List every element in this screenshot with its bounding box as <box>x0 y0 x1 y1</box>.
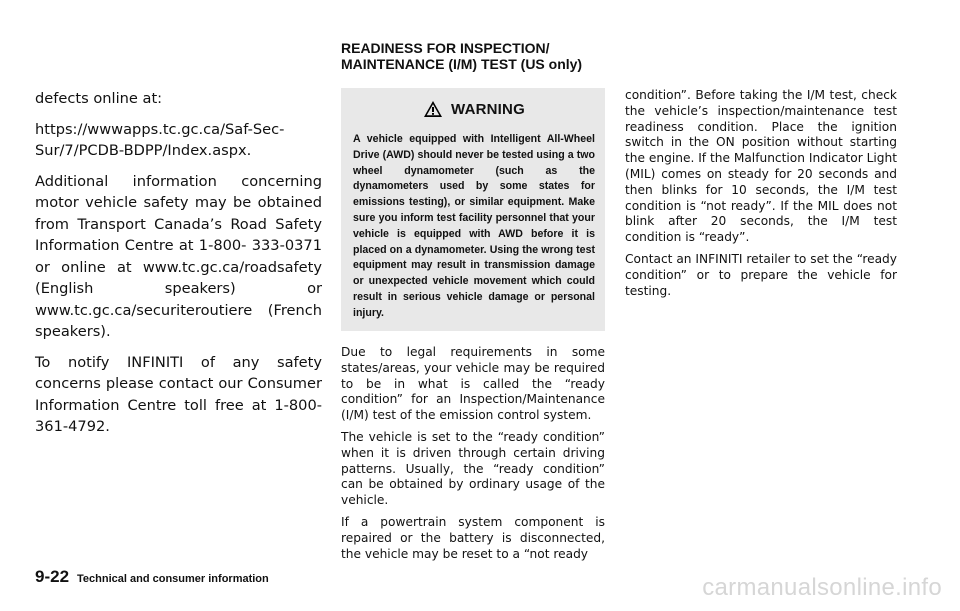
warning-text: A vehicle equipped with Intelligent All-Wheel Drive (AWD) should never be tested using a two wheel dynamometer (such as the dynamometers used by some states for emissions testing), or similar equipment. Make sure you inform test facility personnel that your vehicle is equipped with AWD before it is placed on a dynamometer. Using the wrong test equipment may result in transmission damage or unexpected vehicle movement which could result in serious vehicle damage or personal injury. <box>353 133 595 319</box>
middle-body <box>341 345 605 562</box>
paragraph: To notify INFINITI of any safety concerns please contact our Consumer Information Centre toll free at 1-800-361-4792. <box>35 353 322 435</box>
middle-column <box>341 88 605 568</box>
paragraph: If a powertrain system component is repaired or the battery is disconnected, the vehicle may be reset to a “not ready <box>341 514 605 561</box>
paragraph: Additional information concerning motor vehicle safety may be obtained from Transport Canada’s Road Safety Information Centre at 1-800- 333-0371 or online at www.tc.gc.ca/roadsafety (English speakers) or www.tc.gc.ca/securiteroutiere (French speakers). <box>35 172 322 340</box>
page-footer <box>35 567 269 587</box>
warning-triangle-icon <box>423 100 443 118</box>
warning-box <box>341 88 605 331</box>
footer-section-label: Technical and consumer information <box>77 573 269 585</box>
page-number: 9-22 <box>35 567 70 586</box>
right-column <box>625 88 897 305</box>
watermark: carmanualsonline.info <box>702 574 942 601</box>
paragraph: Contact an INFINITI retailer to set the “ready condition” or to prepare the vehicle for testing. <box>625 251 897 298</box>
section-title <box>341 40 582 72</box>
url-paragraph: https://wwwapps.tc.gc.ca/Saf-Sec-Sur/7/PCDB-BDPP/Index.aspx. <box>35 120 285 159</box>
paragraph: Due to legal requirements in some states/areas, your vehicle may be required to be in what is called the “ready condition” for an Inspection/Maintenance (I/M) test of the emission control system. <box>341 345 605 423</box>
section-title-line: MAINTENANCE (I/M) TEST (US only) <box>341 56 583 72</box>
section-title-line: READINESS FOR INSPECTION/ <box>341 40 550 56</box>
warning-header <box>353 100 595 118</box>
paragraph: condition”. Before taking the I/M test, check the vehicle’s inspection/maintenance test readiness condition. Place the ignition switch in the ON position without starting the engine. If the Malfunction Indicator Light (MIL) comes on steady for 20 seconds and then blinks for 10 seconds, the I/M test condition is “not ready”. If the MIL does not blink after 20 seconds, the I/M test condition is “ready”. <box>625 88 897 245</box>
paragraph: defects online at: <box>35 90 163 107</box>
left-column <box>35 88 322 447</box>
paragraph: The vehicle is set to the “ready condition” when it is driven through certain driving patterns. Usually, the “ready condition” can be obtained by ordinary usage of the vehicle. <box>341 429 605 508</box>
warning-title: WARNING <box>451 100 525 118</box>
